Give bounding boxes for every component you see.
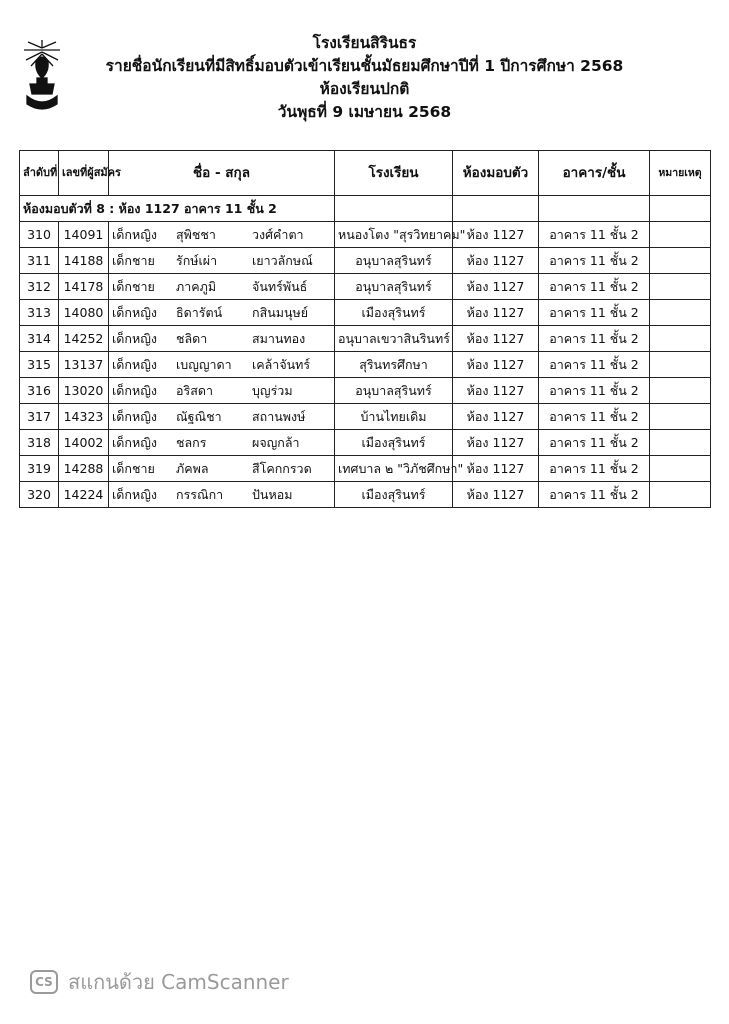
table-row — [20, 404, 711, 430]
remark-cell — [650, 352, 711, 378]
applicant-no-value: 14080 — [63, 305, 104, 320]
first-name: ภัคพล — [176, 460, 209, 476]
order-cell — [20, 430, 59, 456]
applicant-no-cell — [59, 482, 109, 508]
camscanner-logo-icon: CS — [30, 970, 58, 994]
report-room-cell — [453, 378, 539, 404]
building-cell — [539, 404, 650, 430]
first-name: ชลกร — [176, 434, 207, 450]
table-row — [20, 274, 711, 300]
school-value: บ้านไทยเดิม — [360, 408, 427, 424]
building-value: อาคาร 11 ชั้น 2 — [549, 486, 639, 502]
order-value: 316 — [27, 383, 51, 398]
report-room-value: ห้อง 1127 — [466, 434, 525, 450]
last-name: ปันหอม — [252, 486, 293, 502]
remark-cell — [650, 456, 711, 482]
order-cell — [20, 456, 59, 482]
name-cell — [109, 274, 335, 300]
name-title: เด็กหญิง — [112, 382, 157, 398]
table-row — [20, 482, 711, 508]
col-header-report-room: ห้องมอบตัว — [453, 151, 539, 196]
school-cell — [335, 352, 453, 378]
report-room-cell — [453, 300, 539, 326]
report-room-cell — [453, 430, 539, 456]
applicant-no-cell — [59, 300, 109, 326]
order-cell — [20, 352, 59, 378]
order-value: 319 — [27, 461, 51, 476]
name-cell — [109, 352, 335, 378]
report-room-cell — [453, 274, 539, 300]
applicant-no-cell — [59, 248, 109, 274]
table-row — [20, 456, 711, 482]
applicant-no-value: 14188 — [63, 253, 104, 268]
remark-cell — [650, 378, 711, 404]
report-room-cell — [453, 352, 539, 378]
name-title: เด็กชาย — [112, 252, 155, 268]
school-value: อนุบาลสุรินทร์ — [355, 382, 432, 398]
applicant-no-cell — [59, 456, 109, 482]
building-value: อาคาร 11 ชั้น 2 — [549, 278, 639, 294]
building-cell — [539, 456, 650, 482]
applicant-no-cell — [59, 378, 109, 404]
school-value: สุรินทรศึกษา — [359, 356, 428, 372]
table-header-row — [20, 151, 711, 196]
applicant-no-cell — [59, 326, 109, 352]
camscanner-watermark — [30, 968, 289, 996]
building-value: อาคาร 11 ชั้น 2 — [549, 330, 639, 346]
order-value: 317 — [27, 409, 51, 424]
col-header-school: โรงเรียน — [335, 151, 453, 196]
report-room-value: ห้อง 1127 — [466, 278, 525, 294]
order-cell — [20, 378, 59, 404]
building-value: อาคาร 11 ชั้น 2 — [549, 226, 639, 242]
last-name: เคล้าจันทร์ — [252, 356, 311, 372]
name-cell — [109, 430, 335, 456]
last-name: สีโคกกรวด — [252, 460, 312, 476]
building-cell — [539, 352, 650, 378]
order-value: 315 — [27, 357, 51, 372]
school-cell — [335, 248, 453, 274]
report-room-cell — [453, 482, 539, 508]
applicant-no-cell — [59, 430, 109, 456]
class-type: ห้องเรียนปกติ — [319, 80, 410, 98]
applicant-no-cell — [59, 274, 109, 300]
name-title: เด็กหญิง — [112, 226, 157, 242]
applicant-no-value: 14252 — [63, 331, 104, 346]
remark-cell — [650, 248, 711, 274]
last-name: กสินมนุษย์ — [252, 304, 309, 320]
first-name: รักษ์เผ่า — [176, 252, 218, 268]
table-row — [20, 430, 711, 456]
report-room-cell — [453, 404, 539, 430]
applicant-no-value: 13137 — [63, 357, 104, 372]
building-value: อาคาร 11 ชั้น 2 — [549, 382, 639, 398]
first-name: ชลิดา — [176, 330, 208, 346]
building-value: อาคาร 11 ชั้น 2 — [549, 304, 639, 320]
applicant-no-value: 14288 — [63, 461, 104, 476]
table-row — [20, 222, 711, 248]
remark-cell — [650, 482, 711, 508]
name-cell — [109, 404, 335, 430]
applicant-no-value: 13020 — [63, 383, 104, 398]
school-value: เมืองสุรินทร์ — [361, 486, 426, 502]
order-value: 310 — [27, 227, 51, 242]
building-cell — [539, 300, 650, 326]
school-value: หนองโตง "สุรวิทยาคม" — [338, 226, 466, 242]
school-value: เมืองสุรินทร์ — [361, 304, 426, 320]
name-cell — [109, 482, 335, 508]
col-header-order: ลำดับที่ — [20, 151, 59, 196]
school-value: อนุบาลสุรินทร์ — [355, 252, 432, 268]
col-header-applicant-no: เลขที่ผู้สมัคร — [59, 151, 109, 196]
remark-cell — [650, 430, 711, 456]
building-cell — [539, 482, 650, 508]
table-row — [20, 378, 711, 404]
applicant-no-value: 14224 — [63, 487, 104, 502]
school-value: เมืองสุรินทร์ — [361, 434, 426, 450]
name-cell — [109, 456, 335, 482]
order-value: 311 — [27, 253, 51, 268]
report-room-value: ห้อง 1127 — [466, 330, 525, 346]
first-name: ธิดารัตน์ — [176, 304, 223, 320]
building-cell — [539, 326, 650, 352]
last-name: ผจญกล้า — [252, 434, 300, 450]
school-cell — [335, 274, 453, 300]
name-title: เด็กหญิง — [112, 486, 157, 502]
table-row — [20, 326, 711, 352]
report-room-cell — [453, 456, 539, 482]
order-cell — [20, 300, 59, 326]
col-header-remark: หมายเหตุ — [650, 151, 711, 196]
first-name: กรรณิกา — [176, 486, 224, 502]
school-cell — [335, 430, 453, 456]
name-cell — [109, 378, 335, 404]
applicant-no-cell — [59, 222, 109, 248]
last-name: บุญร่วม — [252, 382, 293, 398]
name-title: เด็กชาย — [112, 278, 155, 294]
report-room-cell — [453, 326, 539, 352]
school-cell — [335, 222, 466, 248]
name-title: เด็กชาย — [112, 460, 155, 476]
last-name: เยาวลักษณ์ — [252, 252, 313, 268]
last-name: สมานทอง — [252, 330, 306, 346]
table-row — [20, 300, 711, 326]
building-value: อาคาร 11 ชั้น 2 — [549, 252, 639, 268]
order-cell — [20, 248, 59, 274]
school-cell — [335, 300, 453, 326]
remark-cell — [650, 326, 711, 352]
building-cell — [539, 222, 650, 248]
school-cell — [335, 482, 453, 508]
order-value: 312 — [27, 279, 51, 294]
school-cell — [335, 456, 464, 482]
report-room-cell — [453, 248, 539, 274]
table-row — [20, 248, 711, 274]
building-cell — [539, 430, 650, 456]
table-row — [20, 352, 711, 378]
building-value: อาคาร 11 ชั้น 2 — [549, 460, 639, 476]
applicant-no-cell — [59, 404, 109, 430]
applicant-no-cell — [59, 352, 109, 378]
student-roster-table — [19, 150, 711, 508]
name-cell — [109, 248, 335, 274]
order-value: 318 — [27, 435, 51, 450]
order-value: 313 — [27, 305, 51, 320]
building-cell — [539, 274, 650, 300]
first-name: เบญญาดา — [176, 356, 232, 372]
remark-cell — [650, 404, 711, 430]
name-cell — [109, 222, 335, 248]
last-name: วงศ์คำตา — [252, 226, 304, 242]
building-cell — [539, 248, 650, 274]
col-header-building: อาคาร/ชั้น — [539, 151, 650, 196]
name-title: เด็กหญิง — [112, 356, 157, 372]
building-value: อาคาร 11 ชั้น 2 — [549, 434, 639, 450]
name-title: เด็กหญิง — [112, 304, 157, 320]
order-cell — [20, 222, 59, 248]
report-room-value: ห้อง 1127 — [466, 460, 525, 476]
building-value: อาคาร 11 ชั้น 2 — [549, 356, 639, 372]
report-room-value: ห้อง 1127 — [466, 226, 525, 242]
report-room-value: ห้อง 1127 — [466, 304, 525, 320]
school-cell — [335, 326, 453, 352]
school-cell — [335, 378, 453, 404]
date-line: วันพุธที่ 9 เมษายน 2568 — [277, 103, 452, 121]
first-name: อริสดา — [176, 382, 213, 398]
remark-cell — [650, 222, 711, 248]
document-header — [0, 32, 729, 124]
report-room-cell — [453, 222, 539, 248]
school-value: อนุบาลสุรินทร์ — [355, 278, 432, 294]
report-room-value: ห้อง 1127 — [466, 382, 525, 398]
order-cell — [20, 274, 59, 300]
school-value: อนุบาลเขวาสินรินทร์ — [338, 330, 450, 346]
report-room-value: ห้อง 1127 — [466, 252, 525, 268]
first-name: สุพิชชา — [176, 226, 216, 242]
last-name: จันทร์พันธ์ — [252, 278, 308, 294]
list-title: รายชื่อนักเรียนที่มีสิทธิ์มอบตัวเข้าเรียนชั้นมัธยมศึกษาปีที่ 1 ปีการศึกษา 2568 — [105, 57, 624, 75]
applicant-no-value: 14002 — [63, 435, 104, 450]
name-title: เด็กหญิง — [112, 434, 157, 450]
report-room-value: ห้อง 1127 — [466, 486, 525, 502]
report-room-value: ห้อง 1127 — [466, 408, 525, 424]
applicant-no-value: 14091 — [63, 227, 104, 242]
building-value: อาคาร 11 ชั้น 2 — [549, 408, 639, 424]
remark-cell — [650, 300, 711, 326]
first-name: ภาคภูมิ — [176, 278, 217, 294]
name-title: เด็กหญิง — [112, 408, 157, 424]
name-title: เด็กหญิง — [112, 330, 157, 346]
group-label: ห้องมอบตัวที่ 8 : ห้อง 1127 อาคาร 11 ชั้น 2 — [20, 196, 335, 222]
order-value: 320 — [27, 487, 51, 502]
name-cell — [109, 326, 335, 352]
order-value: 314 — [27, 331, 51, 346]
order-cell — [20, 404, 59, 430]
remark-cell — [650, 274, 711, 300]
first-name: ณัฐณิชา — [176, 408, 222, 424]
group-row — [20, 196, 711, 222]
report-room-value: ห้อง 1127 — [466, 356, 525, 372]
name-cell — [109, 300, 335, 326]
school-name: โรงเรียนสิรินธร — [312, 34, 417, 52]
order-cell — [20, 482, 59, 508]
building-cell — [539, 378, 650, 404]
school-cell — [335, 404, 453, 430]
applicant-no-value: 14323 — [63, 409, 104, 424]
applicant-no-value: 14178 — [63, 279, 104, 294]
col-header-name: ชื่อ - สกุล — [109, 151, 335, 196]
order-cell — [20, 326, 59, 352]
last-name: สถานพงษ์ — [252, 408, 306, 424]
watermark-text: สแกนด้วย CamScanner — [68, 970, 289, 994]
school-value: เทศบาล ๒ "วิภัชศึกษา" — [338, 460, 464, 476]
